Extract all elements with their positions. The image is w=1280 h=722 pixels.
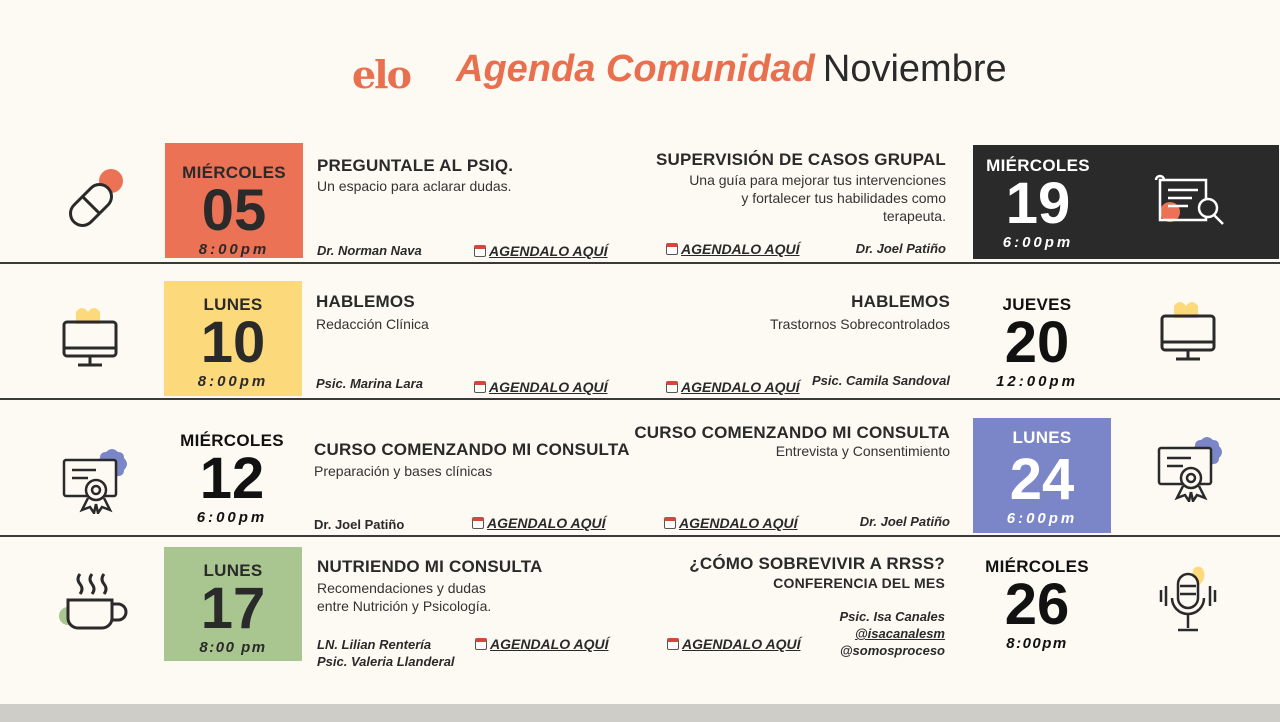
day-number: 10	[200, 310, 266, 375]
day-number: 19	[1005, 171, 1071, 236]
row-divider	[0, 262, 1280, 264]
event-time: 8:00pm	[198, 241, 270, 258]
pill-icon	[55, 165, 127, 235]
event-time: 6:00pm	[1002, 234, 1074, 251]
day-of-week: MIÉRCOLES	[180, 431, 284, 450]
header	[0, 40, 1280, 102]
event-description: Trastornos Sobrecontrolados	[769, 316, 950, 332]
agendalo-link[interactable]: AGENDALO AQUÍ	[666, 379, 799, 395]
event-title: NUTRIENDO MI CONSULTA	[317, 557, 543, 576]
monitor-icon	[1158, 300, 1218, 362]
day-of-week: MIÉRCOLES	[985, 557, 1089, 576]
day-of-week: LUNES	[203, 561, 263, 580]
coffee-cup-icon	[58, 570, 130, 632]
agendalo-link[interactable]: AGENDALO AQUÍ	[666, 241, 799, 257]
agendalo-link[interactable]: AGENDALO AQUÍ	[472, 515, 605, 531]
date-box-17	[164, 547, 302, 661]
date-box-10	[164, 281, 302, 396]
day-number: 24	[1009, 447, 1075, 512]
calendar-icon	[667, 638, 679, 650]
agendalo-link[interactable]: AGENDALO AQUÍ	[475, 636, 608, 652]
day-number: 05	[201, 178, 267, 243]
event-title: PREGUNTALE AL PSIQ.	[317, 156, 514, 175]
calendar-icon	[666, 381, 678, 393]
row-divider	[0, 535, 1280, 537]
agendalo-link[interactable]: AGENDALO AQUÍ	[474, 379, 607, 395]
day-of-week: LUNES	[1012, 428, 1072, 447]
document-search-icon	[1152, 172, 1228, 232]
agendalo-link[interactable]: AGENDALO AQUÍ	[667, 636, 800, 652]
event-time: 8:00pm	[197, 373, 269, 390]
calendar-icon	[474, 381, 486, 393]
day-number: 26	[1004, 572, 1070, 637]
elo-logo: elo	[352, 52, 410, 97]
day-of-week: LUNES	[203, 295, 263, 314]
certificate-icon	[60, 444, 130, 514]
event-subtitle: CONFERENCIA DEL MES	[773, 575, 945, 591]
date-box-19	[973, 145, 1279, 259]
event-description: Preparación y bases clínicas	[314, 463, 493, 479]
event-title: SUPERVISIÓN DE CASOS GRUPAL	[655, 150, 946, 169]
title-month: Noviembre	[822, 48, 1007, 90]
event-speaker: Dr. Joel Patiño	[855, 241, 946, 256]
event-time: 8:00pm	[1006, 635, 1068, 652]
day-of-week: MIÉRCOLES	[986, 156, 1090, 175]
event-time: 6:00pm	[1006, 510, 1078, 527]
event-speaker: Dr. Joel Patiño	[314, 517, 405, 532]
day-number: 12	[199, 446, 265, 511]
page-title	[456, 48, 1007, 91]
row-divider	[0, 398, 1280, 400]
event-description: Redacción Clínica	[316, 316, 429, 332]
certificate-icon	[1155, 432, 1225, 502]
event-speaker: Psic. Marina Lara	[316, 376, 423, 391]
date-box-05	[165, 143, 303, 258]
agendalo-link[interactable]: AGENDALO AQUÍ	[664, 515, 797, 531]
date-box-20	[968, 281, 1106, 396]
calendar-icon	[474, 245, 486, 257]
event-time: 8:00 pm	[199, 639, 267, 656]
day-number: 20	[1004, 310, 1070, 375]
event-title: CURSO COMENZANDO MI CONSULTA	[634, 423, 950, 442]
title-accent: Agenda Comunidad	[456, 48, 815, 90]
event-description: Una guía para mejorar tus intervenciones y fortalecer tus habilidades como terapeuta.	[689, 172, 946, 224]
event-time: 6:00pm	[196, 509, 268, 526]
calendar-icon	[475, 638, 487, 650]
date-box-26	[968, 547, 1106, 662]
event-description: Recomendaciones y dudas entre Nutrición y Psicología.	[317, 580, 492, 614]
day-of-week: MIÉRCOLES	[182, 163, 286, 182]
event-title: HABLEMOS	[316, 292, 415, 311]
event-speaker: Psic. Camila Sandoval	[811, 373, 950, 388]
event-title: HABLEMOS	[851, 292, 950, 311]
day-of-week: JUEVES	[1002, 295, 1072, 314]
bottom-bar	[0, 704, 1280, 722]
calendar-icon	[666, 243, 678, 255]
event-speaker: Dr. Joel Patiño	[859, 514, 950, 529]
event-description: Un espacio para aclarar dudas.	[317, 178, 512, 194]
monitor-icon	[60, 306, 120, 368]
calendar-icon	[664, 517, 676, 529]
microphone-icon	[1156, 564, 1220, 638]
calendar-icon	[472, 517, 484, 529]
event-description: Entrevista y Consentimiento	[775, 443, 950, 459]
event-title: CURSO COMENZANDO MI CONSULTA	[314, 440, 630, 459]
date-box-24	[973, 418, 1111, 533]
event-time: 12:00pm	[996, 373, 1078, 390]
day-number: 17	[200, 576, 266, 641]
event-speaker: LN. Lilian Rentería Psic. Valeria Llanderal	[317, 637, 455, 669]
event-speaker: Psic. Isa Canales @isacanalesm @somosproceso	[839, 609, 945, 658]
agendalo-link[interactable]: AGENDALO AQUÍ	[474, 243, 607, 259]
date-box-12	[163, 417, 301, 532]
event-title: ¿CÓMO SOBREVIVIR A RRSS?	[689, 554, 945, 573]
event-speaker: Dr. Norman Nava	[317, 243, 422, 258]
